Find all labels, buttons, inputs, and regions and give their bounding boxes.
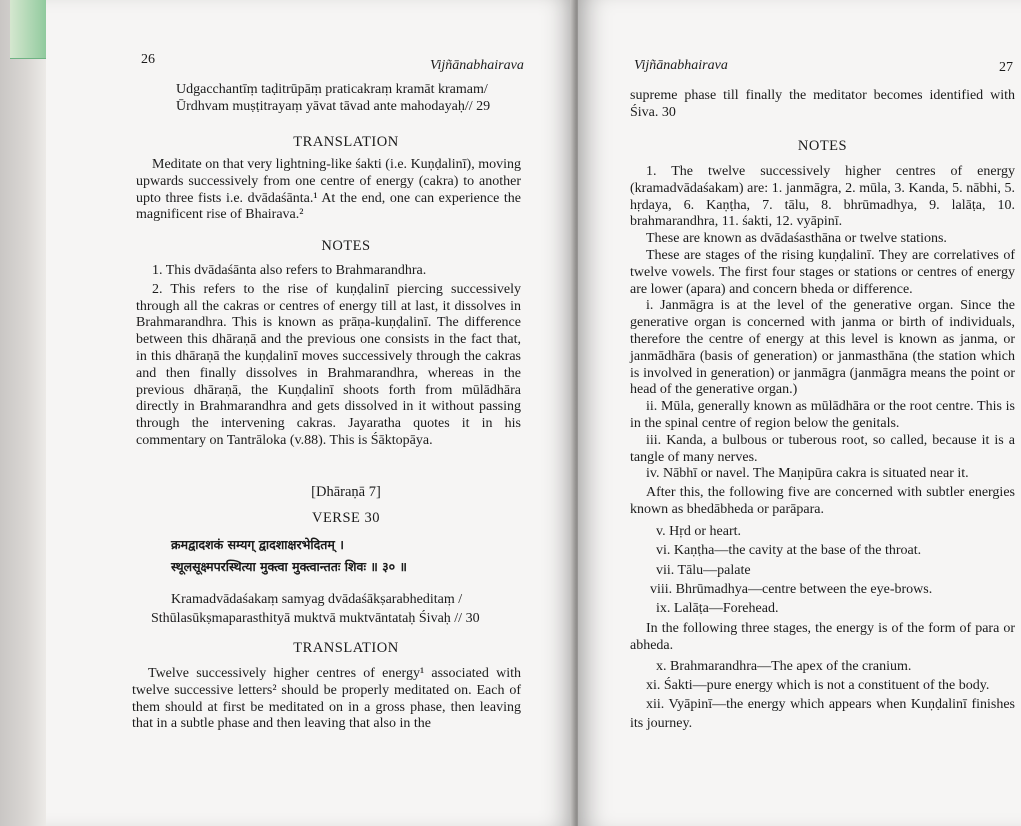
translation-verse-30: Twelve successively higher centres of energy¹ associated with twelve successive letters² should be properly meditated on. Each of them should at first be meditated on in a gross phase, then leaving that in a subtle phase and then leaving that also in the	[132, 666, 521, 732]
right-page	[578, 0, 1021, 826]
list-item: viii. Bhrūmadhya—centre between the eye-brows.	[650, 581, 933, 597]
book-edge	[0, 0, 48, 826]
note-right-2: These are known as dvādaśasthāna or twelve stations.	[646, 231, 947, 247]
left-page	[46, 0, 576, 826]
list-item: vii. Tālu—palate	[656, 562, 751, 578]
verse-29-line-1: Udgacchantīṃ taḍitrūpāṃ praticakraṃ kramāt kramam/	[176, 82, 488, 97]
devanagari-line-2: स्थूलसूक्ष्मपरस्थित्या मुक्त्वा मुक्त्वान्ततः शिवः ॥ ३० ॥	[171, 558, 407, 574]
list-item: x. Brahmarandhra—The apex of the cranium.	[656, 659, 912, 675]
verse-30-roman-line-2: Sthūlasūkṣmaparasthityā muktvā muktvāntataḥ Śivaḥ // 30	[151, 611, 480, 626]
note-right-1: 1. The twelve successively higher centres of energy (kramadvādaśakam) are: 1. janmāgra, 2. mūla, 3. Kanda, 5. nābhi, 5. hṛdaya, 6. Kaṇṭha, 7. tālu, 8. bhrūmadhya, 9. lalāṭa, 10. brahmarandhra, 11. śakti, 12. vyāpinī.	[630, 164, 1015, 230]
translation-heading-2: TRANSLATION	[293, 640, 399, 656]
list-item: v. Hṛd or heart.	[656, 523, 742, 539]
dharana-label: [Dhāraṇā 7]	[311, 484, 381, 500]
verse-29	[176, 82, 556, 116]
right-running-head: Vijñānabhairava	[634, 58, 728, 73]
note-right-6: iii. Kanda, a bulbous or tuberous root, so called, because it is a tangle of many nerves.	[630, 432, 1015, 465]
verse-30-translation-continued: supreme phase till finally the meditator becomes identified with Śiva. 30	[630, 88, 1015, 120]
list-item: ix. Lalāṭa—Forehead.	[656, 601, 779, 617]
right-page-number: 27	[999, 60, 1013, 75]
verse-30-devanagari	[171, 537, 551, 576]
verse-29-line-2: Ūrdhvam muṣṭitrayaṃ yāvat tāvad ante mahodayaḥ// 29	[176, 98, 491, 114]
verse-30-heading: VERSE 30	[311, 510, 381, 526]
devanagari-line-1: क्रमद्वादशकं सम्यग् द्वादशाक्षरभेदितम् ।	[171, 537, 344, 552]
left-running-head: Vijñānabhairava	[430, 58, 524, 73]
translation-heading: TRANSLATION	[293, 134, 399, 150]
note-right-4: i. Janmāgra is at the level of the generative organ. Since the generative organ is concerned with janma or birth of individuals, therefore the centre of energy at this level is known as janma, or janmādhāra (basis of generation) or janmasthāna (the station which is involved in generation) or janmāgra (janmāgra means the point or head of the generative organ.)	[630, 298, 1015, 398]
verse-30-roman-line-1: Kramadvādaśakaṃ samyag dvādaśākṣarabheditaṃ /	[171, 592, 463, 607]
notes-heading-left: NOTES	[321, 238, 371, 254]
note-right-3: These are stages of the rising kuṇḍalinī. They are correlatives of twelve vowels. The first four stages or stations or centres of energy are lower (apara) and concern bheda or difference.	[630, 247, 1015, 297]
left-page-number: 26	[141, 52, 155, 67]
higher-energy-list	[630, 657, 1015, 733]
note-right-9: In the following three stages, the energy is of the form of para or abheda.	[630, 620, 1015, 653]
list-item: xii. Vyāpinī—the energy which appears when Kuṇḍalinī finishes its journey.	[630, 697, 1015, 732]
list-item: xi. Śakti—pure energy which is not a constituent of the body.	[646, 678, 990, 694]
note-2: 2. This refers to the rise of kuṇḍalinī piercing successively through all the cakras or centres of energy till at last, it dissolves in Brahmarandhra. This is known as prāṇa-kuṇḍalinī. The difference between this dhāraṇā and the previous one consists in the fact that, in this dhāraṇā the kuṇḍalinī moves successively through the cakras and then finally dissolves in Brahmarandhra, whereas in the previous dhāraṇā, the Kuṇḍalinī shoots forth from mūlādhāra directly in Brahmarandhra and gets dissolved in it without passing through the intervening cakras. Jayaratha quotes it in his commentary on Tantrāloka (v.88). This is Śāktopāya.	[136, 281, 521, 448]
note-1: 1. This dvādaśānta also refers to Brahmarandhra.	[152, 263, 427, 278]
notes-heading-right: NOTES	[797, 138, 848, 154]
translation-verse-29: Meditate on that very lightning-like śakti (i.e. Kuṇḍalinī), moving upwards successively from one centre of energy (cakra) to another upto three fists i.e. dvādaśānta.¹ At the end, one can experience the magnificent rise of Bhairava.²	[136, 157, 521, 223]
notes-left	[136, 263, 521, 450]
list-item: vi. Kaṇṭha—the cavity at the base of the throat.	[656, 543, 922, 559]
note-right-8: After this, the following five are concerned with subtler energies known as bhedābheda or parāpara.	[630, 485, 1015, 517]
note-right-5: ii. Mūla, generally known as mūlādhāra or the root centre. This is in the spinal centre of region below the genitals.	[630, 399, 1015, 431]
notes-right	[630, 164, 1015, 733]
verse-30-roman	[151, 590, 556, 628]
note-right-7: iv. Nābhī or navel. The Maṇipūra cakra is situated near it.	[646, 466, 969, 482]
subtle-energy-list	[630, 522, 1015, 619]
